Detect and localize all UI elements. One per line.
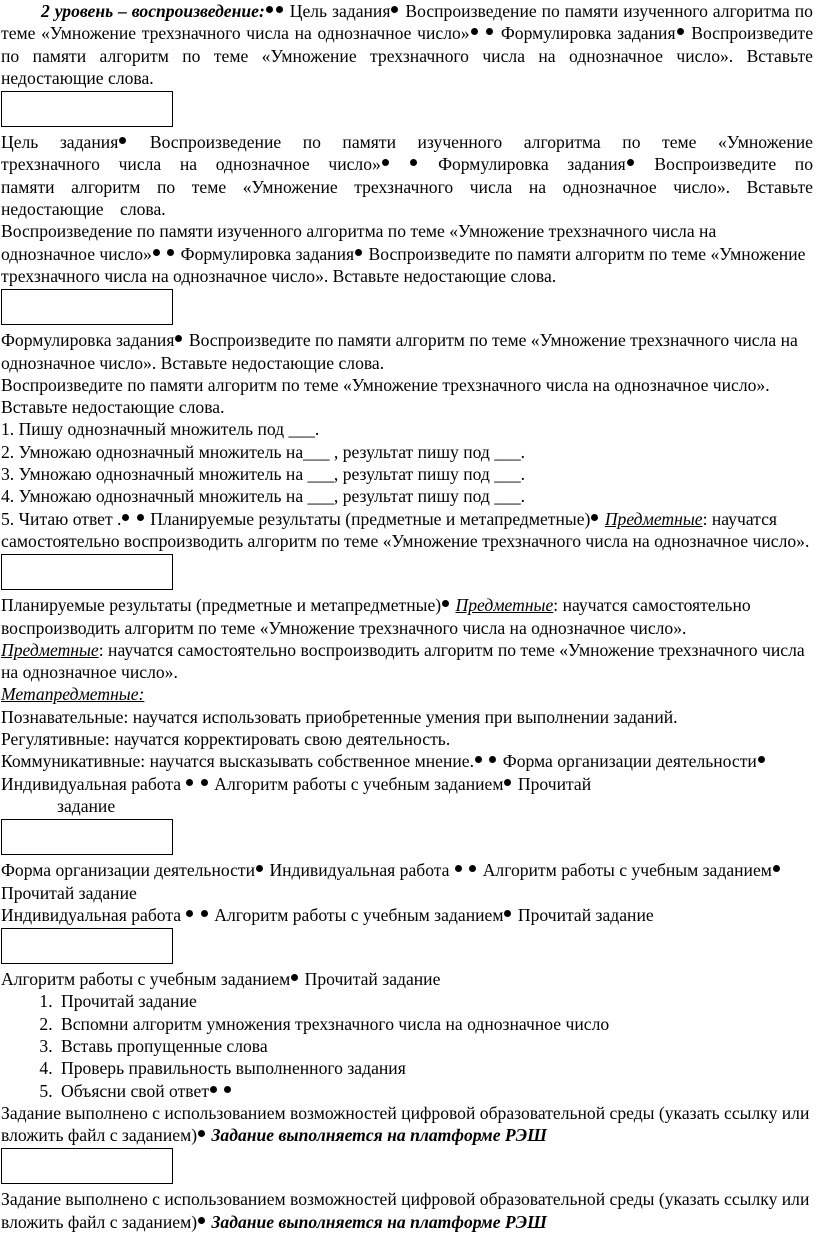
text: Формулировка задания xyxy=(500,23,676,44)
text: Воспроизведение по памяти изученного алгоритма по теме «Умножение трехзначного числа на однозначное число» xyxy=(1,132,813,175)
resh-note: Задание выполняется на платформе РЭШ xyxy=(211,1211,547,1232)
algorithm-step: 4. Умножаю однозначный множитель на ___, результат пишу под ___. xyxy=(1,486,526,507)
text: Формулировка задания xyxy=(1,330,175,351)
bullet-icon xyxy=(198,1217,205,1224)
text: Воспроизведите по памяти алгоритм по теме «Умножение трехзначного числа на однозначное число». Вставьте недостающие слова. xyxy=(1,330,798,373)
text: Объясни свой ответ xyxy=(61,1080,210,1101)
paragraph-subject xyxy=(1,639,813,684)
bullet-icon xyxy=(677,28,684,35)
bullet-icon xyxy=(627,159,634,166)
text: Алгоритм работы с учебным заданием xyxy=(482,860,772,881)
algorithm-list xyxy=(1,990,813,1101)
text: Планируемые результаты (предметные и метапредметные) xyxy=(150,508,591,529)
bullet-icon xyxy=(137,514,144,521)
paragraph-level-intro xyxy=(1,0,813,89)
algorithm-step: 2. Умножаю однозначный множитель на___ , результат пишу под ___. xyxy=(1,441,526,462)
bullet-icon xyxy=(471,28,478,35)
paragraph-planned xyxy=(1,594,813,639)
level-heading: 2 уровень – воспроизведение: xyxy=(41,1,265,21)
text: : научатся самостоятельно воспроизводить алгоритм по теме «Умножение трехзначного числа на однозначное число». xyxy=(1,595,751,638)
paragraph-task: Воспроизведите по памяти алгоритм по теме «Умножение трехзначного числа на однозначное число». Вставьте недостающие слова. xyxy=(1,374,770,418)
paragraph-done-final xyxy=(1,1188,813,1233)
meta-label: Метапредметные: xyxy=(1,684,145,705)
bullet-icon xyxy=(186,910,193,917)
text: : научатся самостоятельно воспроизводить алгоритм по теме «Умножение трехзначного числа на однозначное число». xyxy=(1,508,810,551)
empty-frame xyxy=(1,928,173,964)
bullet-icon xyxy=(489,756,496,763)
meta-heading xyxy=(1,683,813,705)
text: Воспроизведите по памяти алгоритм по теме «Умножение трехзначного числа на однозначное число». Вставьте недостающие слова. xyxy=(1,23,814,88)
subject-label: Предметные xyxy=(455,595,554,616)
bullet-icon xyxy=(119,137,126,144)
bullet-icon xyxy=(291,974,298,981)
bullet-icon xyxy=(382,159,389,166)
list-item: 2. Вспомни алгоритм умножения трехзначного числа на однозначное число xyxy=(57,1013,813,1035)
cognitive-line: Познавательные: научатся использовать приобретенные умения при выполнении заданий. xyxy=(1,706,678,727)
text: Задание выполнено с использованием возможностей цифровой образовательной среды (указать ссылку или вложить файл с заданием) xyxy=(1,1102,810,1146)
text: Прочитай задание xyxy=(517,904,654,925)
paragraph-reproduction xyxy=(1,220,813,287)
bullet-icon xyxy=(266,6,273,13)
text: Цель задания xyxy=(289,1,391,21)
bullet-icon xyxy=(773,865,780,872)
bullet-icon xyxy=(210,1086,217,1093)
bullet-icon xyxy=(442,600,449,607)
text: Прочитай xyxy=(517,773,592,794)
empty-frame xyxy=(1,289,173,325)
list-item: 1. Прочитай задание xyxy=(57,990,813,1012)
paragraph-algorithm xyxy=(1,968,813,990)
algorithm-step: 3. Умножаю однозначный множитель на ___, результат пишу под ___. xyxy=(1,464,526,485)
empty-frame xyxy=(1,91,173,127)
text: Формулировка задания xyxy=(438,154,626,175)
text: Прочитай задание xyxy=(1,882,137,903)
text: Цель задания xyxy=(1,132,119,153)
text: Задание выполнено с использованием возможностей цифровой образовательной среды (указать ссылку или вложить файл с заданием) xyxy=(1,1189,810,1232)
bullet-icon xyxy=(486,28,493,35)
bullet-icon xyxy=(276,6,283,13)
algorithm-step: 1. Пишу однозначный множитель под ___. xyxy=(1,419,320,440)
text: Коммуникативные: научатся высказывать собственное мнение. xyxy=(1,751,474,772)
paragraph-form xyxy=(1,859,813,904)
bullet-icon xyxy=(410,159,417,166)
subject-label: Предметные xyxy=(1,639,99,660)
bullet-icon xyxy=(475,756,482,763)
communicative-line xyxy=(1,750,813,795)
text: Индивидуальная работа xyxy=(269,860,450,881)
text: Прочитай задание xyxy=(304,969,441,990)
bullet-icon xyxy=(186,779,193,786)
bullet-icon xyxy=(122,514,129,521)
text: Алгоритм работы с учебным заданием xyxy=(1,969,291,990)
bullet-icon xyxy=(153,249,160,256)
algorithm-step-5 xyxy=(1,508,813,553)
bullet-icon xyxy=(469,865,476,872)
bullet-icon xyxy=(355,249,362,256)
bullet-icon xyxy=(256,865,263,872)
bullet-icon xyxy=(198,1130,205,1137)
bullet-icon xyxy=(201,910,208,917)
text: Воспроизведите по памяти алгоритм по теме «Умножение трехзначного числа на однозначное число». Вставьте недостающие слова. xyxy=(1,243,806,286)
text: Алгоритм работы с учебным заданием xyxy=(214,904,504,925)
resh-note: Задание выполняется на платформе РЭШ xyxy=(211,1125,547,1146)
empty-frame xyxy=(1,819,173,855)
text: Воспроизведение по памяти изученного алгоритма по теме «Умножение трехзначного числа на однозначное число» xyxy=(1,221,717,264)
paragraph-individual xyxy=(1,904,813,926)
empty-frame xyxy=(1,554,173,590)
text: Индивидуальная работа xyxy=(1,773,182,794)
text: Воспроизведение по памяти изученного алгоритма по теме «Умножение трехзначного числа на однозначное число» xyxy=(1,1,813,44)
bullet-icon xyxy=(758,756,765,763)
list-item: 4. Проверь правильность выполненного задания xyxy=(57,1057,813,1079)
text: Форма организации деятельности xyxy=(502,751,757,772)
bullet-icon xyxy=(504,910,511,917)
text: Форма организации деятельности xyxy=(1,860,256,881)
regulatory-line: Регулятивные: научатся корректировать свою деятельность. xyxy=(1,729,451,750)
list-item: 3. Вставь пропущенные слова xyxy=(57,1035,813,1057)
bullet-icon xyxy=(224,1086,231,1093)
paragraph-goal xyxy=(1,131,813,220)
bullet-icon xyxy=(591,514,598,521)
bullet-icon xyxy=(455,865,462,872)
bullet-icon xyxy=(391,6,398,13)
text: Планируемые результаты (предметные и метапредметные) xyxy=(1,595,442,616)
list-item-5 xyxy=(57,1080,813,1102)
task-word: задание xyxy=(57,795,116,816)
text: Индивидуальная работа xyxy=(1,904,182,925)
subject-label: Предметные xyxy=(604,508,703,529)
empty-frame xyxy=(1,1148,173,1184)
text: 5. Читаю ответ . xyxy=(1,508,122,529)
bullet-icon xyxy=(504,779,511,786)
text: Алгоритм работы с учебным заданием xyxy=(214,773,504,794)
text: Формулировка задания xyxy=(180,243,355,264)
bullet-icon xyxy=(201,779,208,786)
text: : научатся самостоятельно воспроизводить алгоритм по теме «Умножение трехзначного числа на однозначное число». xyxy=(1,639,805,683)
paragraph-done xyxy=(1,1102,813,1147)
bullet-icon xyxy=(175,335,182,342)
bullet-icon xyxy=(167,249,174,256)
paragraph-wording xyxy=(1,329,813,374)
text: Воспроизведите по памяти алгоритм по теме «Умножение трехзначного числа на однозначное число». Вставьте недостающие слова. xyxy=(1,154,813,220)
